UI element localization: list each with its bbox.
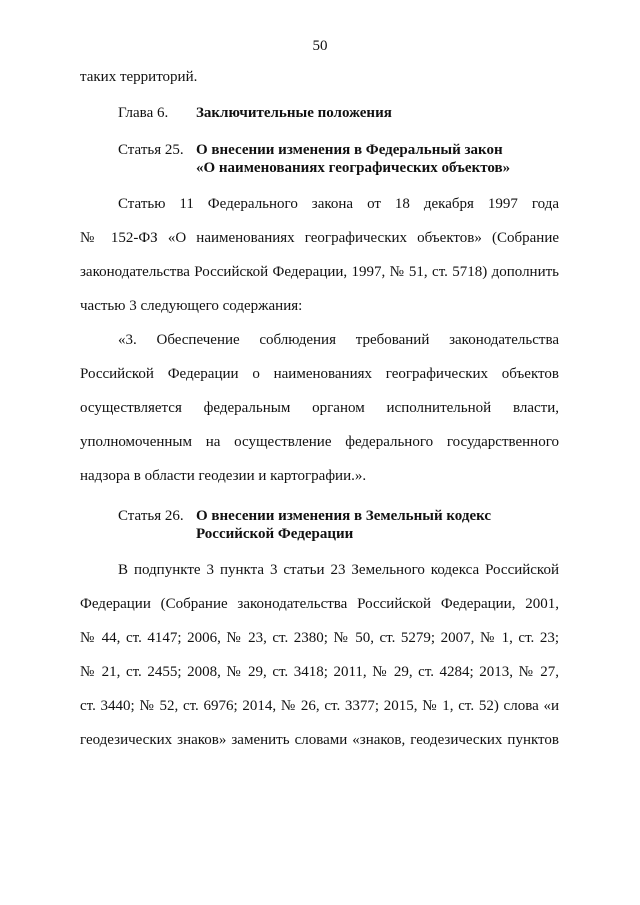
article25-body-line: законодательства Российской Федерации, 1997, № 51, ст. 5718) дополнить [80, 264, 559, 280]
intro-line: таких территорий. [80, 69, 198, 85]
article25-quote-line: уполномоченным на осуществление федерального государственного [80, 434, 559, 450]
article26-title-line2: Российской Федерации [196, 526, 354, 542]
article25-quote-line: «3. Обеспечение соблюдения требований законодательства [118, 332, 559, 348]
article25-title-line1: О внесении изменения в Федеральный закон [196, 142, 503, 158]
article26-title-line1: О внесении изменения в Земельный кодекс [196, 508, 492, 524]
article25-quote-line: осуществляется федеральным органом исполнительной власти, [80, 400, 559, 416]
article26-label: Статья 26. [118, 508, 184, 524]
chapter-heading [118, 104, 392, 122]
article25-heading [118, 141, 510, 177]
article26-body-line: ст. 3440; № 52, ст. 6976; 2014, № 26, ст. 3377; 2015, № 1, ст. 52) слова «и [80, 698, 559, 714]
page-number: 50 [312, 38, 328, 54]
article26-body-line: Федерации (Собрание законодательства Российской Федерации, 2001, [80, 596, 559, 612]
article25-body-line: частью 3 следующего содержания: [80, 298, 303, 314]
article25-body-line: № 152-ФЗ «О наименованиях географических объектов» (Собрание [80, 230, 559, 246]
article26-heading [118, 507, 491, 543]
article25-title-line2: «О наименованиях географических объектов» [196, 160, 511, 176]
article26-body-line: № 44, ст. 4147; 2006, № 23, ст. 2380; № 50, ст. 5279; 2007, № 1, ст. 23; [80, 630, 559, 646]
article25-quote-line: надзора в области геодезии и картографии.». [80, 468, 367, 484]
article26-body-line: В подпункте 3 пункта 3 статьи 23 Земельного кодекса Российской [118, 562, 559, 578]
article25-body-line: Статью 11 Федерального закона от 18 декабря 1997 года [118, 196, 559, 212]
article25-label: Статья 25. [118, 142, 184, 158]
article26-body-line: геодезических знаков» заменить словами «знаков, геодезических пунктов [80, 732, 559, 748]
article25-quote-line: Российской Федерации о наименованиях географических объектов [80, 366, 559, 382]
chapter-title: Заключительные положения [196, 105, 392, 121]
chapter-label: Глава 6. [118, 105, 169, 121]
article26-body-line: № 21, ст. 2455; 2008, № 29, ст. 3418; 2011, № 29, ст. 4284; 2013, № 27, [80, 664, 559, 680]
